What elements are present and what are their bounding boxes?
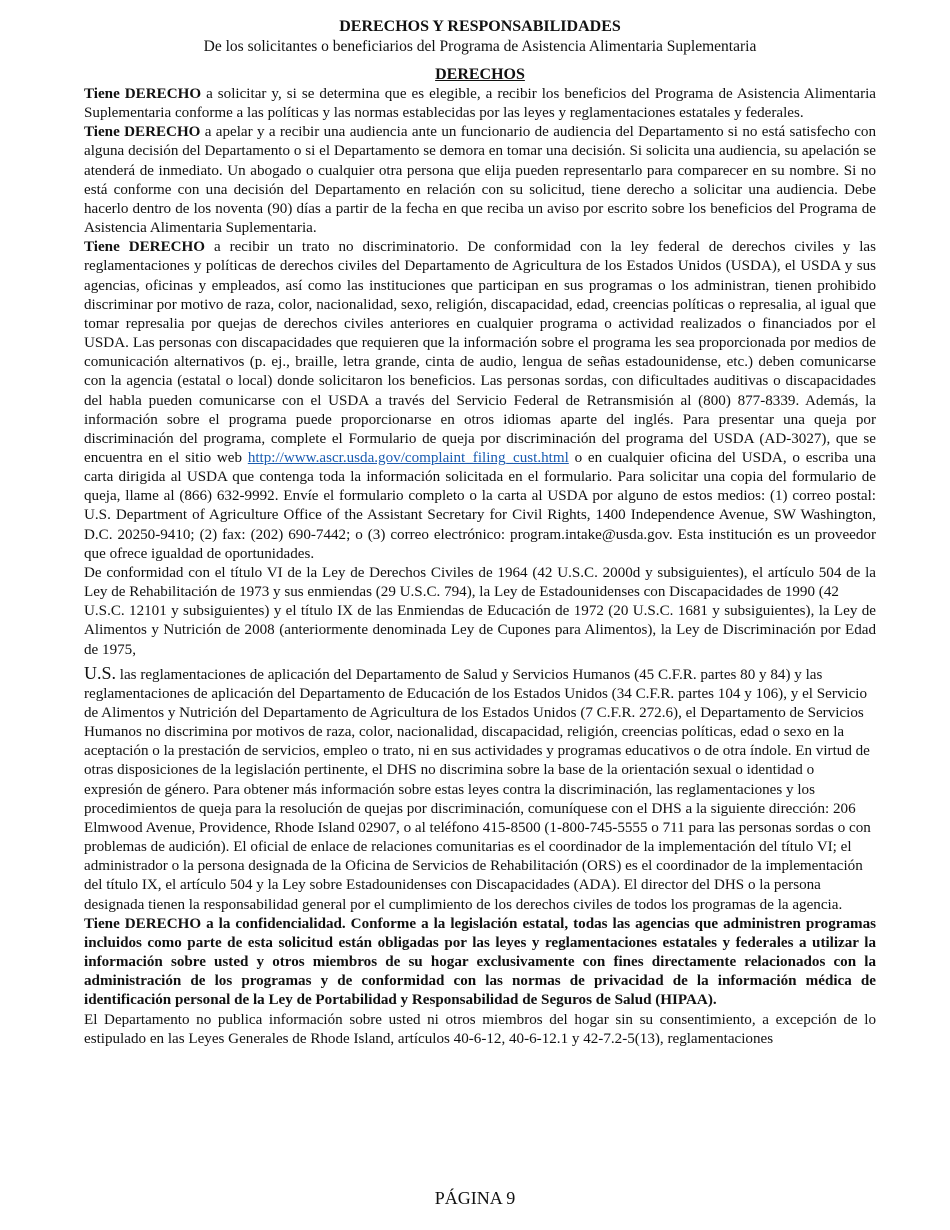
paragraph-right-to-confidentiality: Tiene DERECHO a la confidencialidad. Conforme a la legislación estatal, todas las agencias que administren programas incluidos como parte de esta solicitud están obligadas por las leyes y reglamentaciones estatales y federales a utilizar la información sobre usted y otros miembros de su hogar exclusivamente con fines directamente relacionados con la administración de los programas y de conformidad con las normas de privacidad de la información médica de identificación personal de la Ley de Portabilidad y Responsabilidad de Seguros de Salud (HIPAA).: [84, 915, 876, 1009]
paragraph-right-to-appeal: [84, 123, 876, 238]
paragraph-text: a recibir un trato no discriminatorio. De conformidad con la ley federal de derechos civiles y las reglamentaciones y políticas de derechos civiles del Departamento de Agricultura de los Estados Unidos (USDA), el USDA y sus agencias, oficinas y empleados, así como las instituciones que participan en sus programas o los administran, tienen prohibido discriminar por motivo de raza, color, nacionalidad, sexo, religión, discapacidad, edad, creencias políticas o represalia, al igual que tomar represalia por quejas de derechos civiles anteriores en cualquier programa o actividad realizados o financiados por el USDA. Las personas con discapacidades que requieren que la información sobre el programa les sea proporcionada por medios de comunicación alternativos (p. ej., braille, letra grande, cinta de audio, lengua de señas estadounidense, etc.) deben comunicarse con la agencia (estatal o local) donde solicitaron los beneficios. Las personas sordas, con dificultades auditivas o discapacidades del habla pueden comunicarse con el USDA a través del Servicio Federal de Retransmisión al (800) 877-8339. Además, la información sobre el programa puede proporcionarse en otros idiomas aparte del inglés. Para presentar una queja por discriminación del programa, complete el Formulario de queja por discriminación del programa del USDA (AD-3027), que se encuentra en el sitio web: [84, 239, 876, 466]
document-title: DERECHOS Y RESPONSABILIDADES: [339, 18, 621, 35]
usda-complaint-link[interactable]: http://www.ascr.usda.gov/complaint_filing_cust.html: [247, 449, 569, 466]
paragraph-lead: U.S.: [84, 662, 117, 683]
paragraph-text: o en cualquier oficina del USDA, o escriba una carta dirigida al USDA que contenga toda la información solicitada en el formulario. Para solicitar una copia del formulario de queja, llame al (866) 632-9992. Envíe el formulario completo o la carta al USDA por alguno de estos medios: (1) correo postal: U.S. Department of Agriculture Office of the Assistant Secretary for Civil Rights, 1400 Independence Avenue, SW Washington, D.C. 20250-9410; (2) fax: (202) 690-7442; o (3) correo electrónico: program.intake@usda.gov. Esta institución es un proveedor que ofrece igualdad de oportunidades.: [84, 449, 877, 562]
paragraph-civil-rights-laws-2: U.S.C. 12101 y subsiguientes) y el título IX de las Enmiendas de Educación de 1972 (20 U.S.C. 1681 y subsiguientes), la Ley de Alimentos y Nutrición de 2008 (anteriormente denominada Ley de Cupones para Alimentos), la Ley de Discriminación por Edad de 1975,: [84, 603, 876, 658]
document-subtitle: De los solicitantes o beneficiarios del Programa de Asistencia Alimentaria Suplementaria: [203, 38, 757, 55]
paragraph-text: a solicitar y, si se determina que es elegible, a recibir los beneficios del Programa de Asistencia Alimentaria Suplementaria conforme a las políticas y las normas establecidas por las leyes y reglamentaciones estatales y federales.: [84, 86, 876, 122]
document-page: [84, 17, 876, 1049]
page-number: PÁGINA 9: [434, 1188, 516, 1208]
paragraph-disclosure: El Departamento no publica información sobre usted ni otros miembros del hogar sin su consentimiento, a excepción de lo estipulado en las Leyes Generales de Rhode Island, artículos 40-6-12, 40-6-12.1 y 42-7.2-5(13), reglamentaciones: [84, 1011, 876, 1047]
paragraph-right-to-apply: [84, 85, 876, 123]
paragraph-text: las reglamentaciones de aplicación del Departamento de Salud y Servicios Humanos (45 C.F.R. partes 80 y 84) y las reglamentaciones de aplicación del Departamento de Educación de los Estados Unidos (34 C.F.R. partes 104 y 106), y el Servicio de Alimentos y Nutrición del Departamento de Agricultura de los Estados Unidos (7 C.F.R. 272.6), el Departamento de Servicios Humanos no discrimina por motivos de raza, color, nacionalidad, discapacidad, religión, creencias políticas, edad o sexo en la aceptación o la prestación de servicios, empleo o trato, ni en sus actividades y programas educativos o de otra índole. En virtud de otras disposiciones de la legislación pertinente, el DHS no discrimina sobre la base de la orientación sexual o identidad o expresión de género. Para obtener más información sobre estas leyes contra la discriminación, las reglamentaciones y los procedimientos de queja para la resolución de quejas por discriminación, comuníquese con el DHS a la siguiente dirección: 206 Elmwood Avenue, Providence, Rhode Island 02907, o al teléfono 415-8500 (1-800-745-5555 o 711 para las personas sordas o con problemas de audición). El oficial de enlace de relaciones comunitarias es el coordinador de la implementación del título VI; el administrador o la persona designada de la Oficina de Servicios de Rehabilitación (ORS) es el coordinador de la implementación del título IX, el artículo 504 y la Ley sobre Estadounidenses con Discapacidades (ADA). El director del DHS o la persona designada tienen la responsabilidad general por el cumplimiento de los derechos civiles de todos los programas de la agencia.: [84, 666, 871, 913]
paragraph-lead: Tiene DERECHO: [84, 239, 206, 256]
paragraph-non-discrimination: [84, 238, 876, 564]
paragraph-lead: Tiene DERECHO: [84, 124, 201, 141]
paragraph-lead: Tiene DERECHO: [84, 86, 202, 102]
paragraph-dhs-regulations: [84, 664, 876, 915]
paragraph-text: a apelar y a recibir una audiencia ante un funcionario de audiencia del Departamento si no está satisfecho con alguna decisión del Departamento o si el Departamento se demora en tomar una decisión. Si solicita una audiencia, su apelación se atenderá de inmediato. Un abogado o cualquier otra persona que elija pueden representarlo para comparecer en su nombre. Si no está conforme con una decisión del Departamento en relación con su solicitud, tiene derecho a solicitar una audiencia. Debe hacerlo dentro de los noventa (90) días a partir de la fecha en que reciba un aviso por escrito sobre los beneficios del Programa de Asistencia Alimentaria Suplementaria.: [84, 124, 877, 237]
paragraph-civil-rights-laws-1: De conformidad con el título VI de la Ley de Derechos Civiles de 1964 (42 U.S.C. 2000d y subsiguientes), el artículo 504 de la Ley de Rehabilitación de 1973 y sus enmiendas (29 U.S.C. 794), la Ley de Estadounidenses con Discapacidades de 1990 (42: [84, 564, 876, 601]
section-heading-derechos: DERECHOS: [435, 66, 525, 83]
